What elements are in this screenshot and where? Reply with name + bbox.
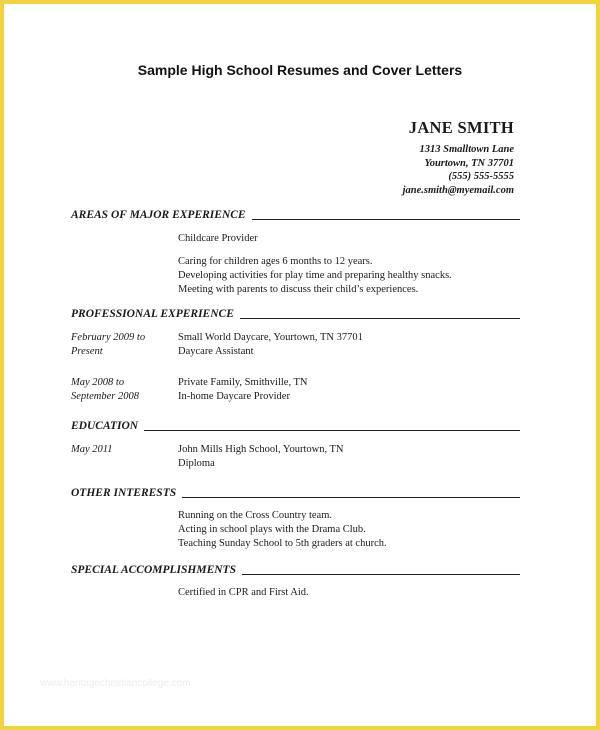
section-heading-education xyxy=(71,420,520,433)
job-employer: Private Family, Smithville, TN xyxy=(178,377,308,388)
education-date: May 2011 xyxy=(71,444,113,455)
section-rule xyxy=(242,574,520,575)
section-heading-text: OTHER INTERESTS xyxy=(71,487,177,499)
job-date-to: September 2008 xyxy=(71,391,139,402)
accomplishment-item: Certified in CPR and First Aid. xyxy=(178,587,309,598)
experience-bullet: Developing activities for play time and preparing healthy snacks. xyxy=(178,270,452,281)
watermark-text: www.heritagechristiancollege.com xyxy=(40,678,191,689)
section-rule xyxy=(240,318,520,319)
resume-name: JANE SMITH xyxy=(408,118,514,137)
contact-block xyxy=(403,143,514,197)
section-heading-professional xyxy=(71,308,520,321)
contact-email: jane.smith@myemail.com xyxy=(402,184,514,196)
section-heading-text: AREAS OF MAJOR EXPERIENCE xyxy=(71,209,246,221)
experience-bullet: Meeting with parents to discuss their child’s experiences. xyxy=(178,284,419,295)
job-title: In-home Daycare Provider xyxy=(178,391,290,402)
contact-city: Yourtown, TN 37701 xyxy=(424,157,514,169)
contact-street: 1313 Smalltown Lane xyxy=(419,144,514,155)
education-degree: Diploma xyxy=(178,458,215,469)
job-date-from: February 2009 to xyxy=(71,332,146,343)
section-rule xyxy=(182,497,520,498)
section-heading-accomplishments xyxy=(71,564,520,577)
interest-item: Teaching Sunday School to 5th graders at church. xyxy=(178,538,387,549)
job-title: Daycare Assistant xyxy=(178,346,254,357)
section-rule xyxy=(252,219,520,220)
job-employer: Small World Daycare, Yourtown, TN 37701 xyxy=(178,332,363,343)
section-rule xyxy=(144,430,520,431)
document-title: Sample High School Resumes and Cover Letters xyxy=(137,62,463,78)
section-heading-text: SPECIAL ACCOMPLISHMENTS xyxy=(71,564,236,576)
job-date-to: Present xyxy=(71,346,103,357)
document-page xyxy=(4,4,596,726)
section-heading-text: EDUCATION xyxy=(71,420,139,432)
section-heading-interests xyxy=(71,487,520,500)
experience-role: Childcare Provider xyxy=(178,233,258,244)
interest-item: Acting in school plays with the Drama Club. xyxy=(178,524,366,535)
section-heading-experience xyxy=(71,209,520,222)
contact-phone: (555) 555-5555 xyxy=(448,171,514,182)
experience-bullet: Caring for children ages 6 months to 12 years. xyxy=(178,256,373,267)
job-date-from: May 2008 to xyxy=(71,377,125,388)
education-school: John Mills High School, Yourtown, TN xyxy=(178,444,344,455)
section-heading-text: PROFESSIONAL EXPERIENCE xyxy=(71,308,234,320)
interest-item: Running on the Cross Country team. xyxy=(178,510,332,521)
